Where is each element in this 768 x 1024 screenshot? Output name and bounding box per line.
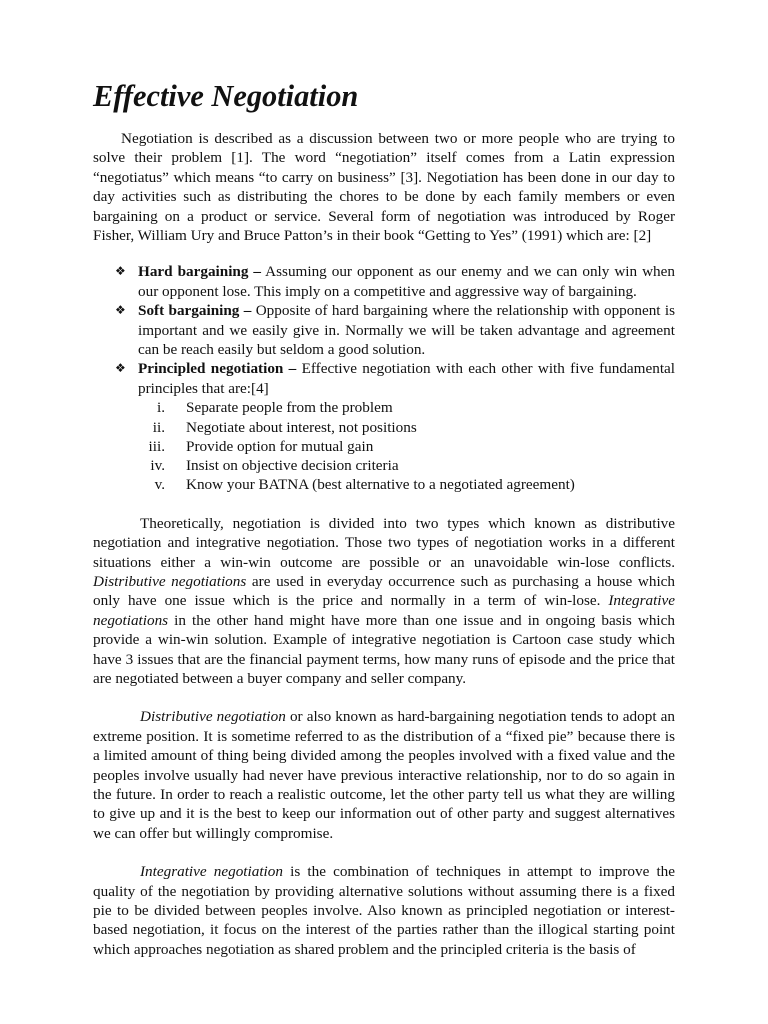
list-item <box>93 456 675 475</box>
bullet-text: Effective negotiation with each other with five fundamental principles that are:[4] <box>138 360 676 397</box>
integrative-term: Integrative negotiations <box>93 592 675 629</box>
list-item <box>93 418 675 437</box>
list-item <box>93 301 675 359</box>
four-diamond-bullet-icon: ❖ <box>115 361 126 376</box>
list-item <box>93 262 675 301</box>
integrative-text: is the combination of techniques in attempt to improve the quality of the negotiation by providing alternative solutions without assuming there is a fixed pie to be divided between peoples involve. Also known as principled negotiation or interest-based negotiation, it focus on the interest of the parties rather than the illogical starting point which approaches negotiation as shared problem and the principled criteria is the basis of <box>93 863 676 958</box>
bullet-text: Assuming our opponent as our enemy and we can only win when our opponent lose. This imply on a competitive and aggressive way of bargaining. <box>138 263 675 300</box>
list-item <box>93 475 675 494</box>
principle-number: iii. <box>148 437 165 455</box>
intro-paragraph: Negotiation is described as a discussion between two or more people who are trying to solve their problem [1]. The word “negotiation” itself comes from a Latin expression “negotiatus” which means “to carry on business” [3]. Negotiation has been done in our day to day activities such as distributing the chores to be done by each family members or even bargaining on a product or service. Several form of negotiation was introduced by Roger Fisher, William Ury and Bruce Patton’s in their book “Getting to Yes” (1991) which are: [2] <box>93 130 675 245</box>
principle-text: Negotiate about interest, not positions <box>186 418 417 436</box>
distributive-text: or also known as hard-bargaining negotiation tends to adopt an extreme position. It is sometime referred to as the distribution of a “fixed pie” because there is a limited amount of thing being divided among the peoples involved with a fixed value and the peoples involve usually had never have previous interactive relationship, nor to do so again in the future. In order to reach a realistic outcome, let the other party tell us what they are willing to give up and it is the best to keep our information out of other party and suggest alternatives we can offer but willingly compromise. <box>93 708 675 842</box>
theory-text-b: are used in everyday occurrence such as purchasing a house which only have one issue which is the price and normally in a term of win-lose. <box>93 572 675 610</box>
principle-text: Know your BATNA (best alternative to a negotiated agreement) <box>186 476 575 494</box>
principle-number: ii. <box>152 418 165 436</box>
bullet-term: Soft bargaining – <box>138 302 252 320</box>
four-diamond-bullet-icon: ❖ <box>115 264 126 279</box>
list-item <box>93 398 675 417</box>
list-item <box>93 359 675 494</box>
document-page <box>93 79 676 959</box>
principles-list <box>138 398 675 494</box>
principle-number: v. <box>154 476 165 494</box>
distributive-heading-term: Distributive negotiation <box>140 708 286 726</box>
bullet-term: Principled negotiation – <box>138 360 297 378</box>
bullet-text: Opposite of hard bargaining where the relationship with opponent is important and we easily give in. Normally we will be taken advantage and agreement can be reach easily but seldom a good solution. <box>138 302 675 359</box>
bullet-term: Hard bargaining – <box>138 263 262 281</box>
integrative-heading-term: Integrative negotiation <box>140 863 283 881</box>
principle-number: i. <box>156 399 165 417</box>
principle-text: Provide option for mutual gain <box>186 437 374 455</box>
theory-text-c: in the other hand might have more than one issue and in ongoing basis which provide a win-win solution. Example of integrative negotiation is Cartoon case study which have 3 issues that are the financial payment terms, how many runs of episode and the price that are negotiated between a buyer company and seller company. <box>93 611 675 688</box>
distributive-term: Distributive negotiations <box>93 572 247 590</box>
four-diamond-bullet-icon: ❖ <box>115 303 126 318</box>
principle-text: Separate people from the problem <box>186 399 393 417</box>
theory-text-a: Theoretically, negotiation is divided into two types which known as distributive negotiation and integrative negotiation. Those two types of negotiation works in a different situations either a win-win outcome are possible or an unavoidable win-lose conflicts. <box>93 514 675 571</box>
document-title: Effective Negotiation <box>93 79 359 113</box>
principle-number: iv. <box>150 457 165 475</box>
principle-text: Insist on objective decision criteria <box>186 457 399 475</box>
negotiation-forms-list <box>93 262 675 494</box>
distributive-paragraph <box>93 707 675 843</box>
list-item <box>93 437 675 456</box>
theory-paragraph <box>93 514 675 689</box>
integrative-paragraph <box>93 862 675 959</box>
